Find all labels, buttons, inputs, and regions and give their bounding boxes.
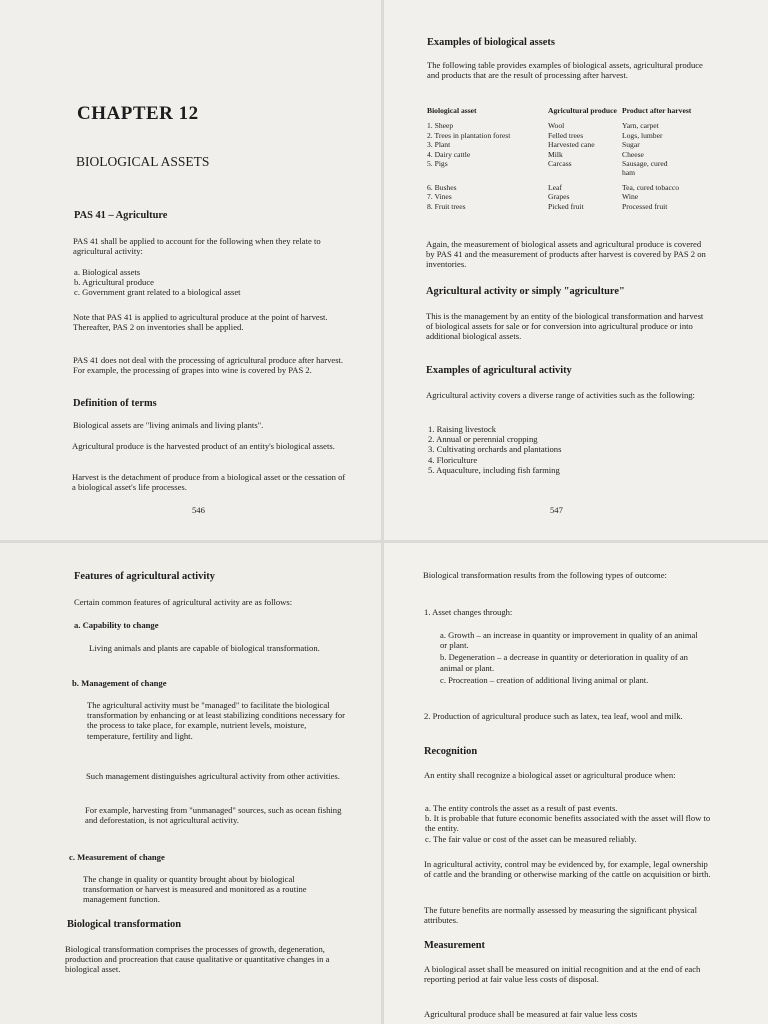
table-cell: Wine (622, 192, 639, 202)
future-benefits-paragraph: The future benefits are normally assessed by measuring the significant physical attributes. (424, 905, 698, 926)
table-row (427, 131, 717, 140)
table-cell: Harvested cane (548, 140, 595, 150)
table-cell: 8. Fruit trees (427, 201, 466, 211)
table-row (427, 192, 717, 201)
activity-heading: Agricultural activity or simply "agriculture" (426, 286, 625, 297)
scope-list (74, 267, 349, 298)
recognition-heading: Recognition (424, 746, 478, 757)
table-row (427, 183, 717, 192)
management-paragraph-2: Such management distinguishes agricultural activity from other activities. (86, 771, 340, 781)
activity-item: 1. Raising livestock (428, 424, 497, 434)
chapter-title: CHAPTER 12 (77, 103, 199, 124)
examples-activity-heading: Examples of agricultural activity (426, 365, 572, 376)
def-biological-assets: Biological assets are "living animals and living plants". (73, 420, 264, 430)
outcome-item-2: 2. Production of agricultural produce such as latex, tea leaf, wool and milk. (424, 711, 683, 721)
table-header-row (427, 106, 717, 115)
outcome-sub-item: a. Growth – an increase in quantity or improvement in quality of an animal or plant. (440, 630, 698, 651)
table-cell: Wool (548, 121, 565, 131)
management-paragraph-3: For example, harvesting from "unmanaged" sources, such as ocean fishing and deforestation, is not agricultural activity. (85, 805, 342, 826)
activity-paragraph: This is the management by an entity of the biological transformation and harvest of biological assets for sale or for conversion into agricultural produce or into additional biological assets. (426, 311, 704, 342)
table-cell: Logs, lumber (622, 130, 663, 140)
table-cell: Sugar (622, 140, 640, 150)
outcome-sub-list (440, 630, 706, 685)
table-cell: 2. Trees in plantation forest (427, 130, 511, 140)
produce-measurement-paragraph: Agricultural produce shall be measured at fair value less costs (424, 1009, 638, 1019)
chapter-subtitle: BIOLOGICAL ASSETS (76, 154, 210, 169)
measurement-heading: Measurement (424, 940, 485, 951)
page-549 (384, 543, 768, 1024)
scope-item: c. Government grant related to a biological asset (74, 287, 241, 298)
activity-item: 5. Aquaculture, including fish farming (428, 464, 560, 475)
page-548 (0, 543, 381, 1024)
biological-transformation-paragraph: Biological transformation comprises the processes of growth, degeneration, production and procreation that cause qualitative or quantitative changes in a biological asset. (65, 944, 330, 975)
table-row (427, 159, 717, 178)
management-paragraph-1: The agricultural activity must be "managed" to facilitate the biological transformation by enhancing or at least stabilizing conditions necessary for the process to take place, for example, nutrient levels, moisture, temperature, fertility and light. (87, 700, 345, 741)
activity-item: 4. Floriculture (428, 454, 478, 465)
features-heading: Features of agricultural activity (74, 571, 215, 582)
def-agricultural-produce: Agricultural produce is the harvested product of an entity's biological assets. (72, 441, 335, 451)
column-header: Biological asset (427, 106, 477, 115)
table-cell: Carcass (548, 159, 572, 169)
page-number: 546 (192, 505, 205, 515)
table-cell: 7. Vines (427, 192, 452, 202)
measurement-paragraph: A biological asset shall be measured on initial recognition and at the end of each reporting period at fair value less costs of disposal. (424, 964, 701, 985)
table-cell: 5. Pigs (427, 159, 448, 169)
capability-paragraph: Living animals and plants are capable of biological transformation. (89, 643, 320, 653)
recognition-item: b. It is probable that future economic benefits associated with the asset will flow to the entity. (425, 813, 711, 834)
capability-heading: a. Capability to change (74, 620, 159, 630)
table-cell: Picked fruit (548, 201, 584, 211)
page-547 (384, 0, 768, 540)
table-cell: Tea, cured tobacco (622, 182, 680, 192)
measurement-change-paragraph: The change in quality or quantity brought about by biological transformation or harvest is measured and monitored as a routine management function. (83, 874, 307, 905)
measurement-change-heading: c. Measurement of change (69, 852, 165, 862)
again-paragraph: Again, the measurement of biological assets and agricultural produce is covered by PAS 41 and the measurement of products after harvest is covered by PAS 2 on inventories. (426, 239, 706, 270)
recognition-item: a. The entity controls the asset as a result of past events. (425, 803, 618, 813)
column-header: Agricultural produce (548, 106, 617, 115)
page-number: 547 (550, 505, 563, 515)
table-cell: Grapes (548, 192, 570, 202)
table-cell: Leaf (548, 182, 562, 192)
features-intro: Certain common features of agricultural activity are as follows: (74, 597, 293, 607)
table-cell: 4. Dairy cattle (427, 149, 471, 159)
note-paragraph: Note that PAS 41 is applied to agricultural produce at the point of harvest. Thereafter, PAS 2 on inventories shall be applied. (73, 312, 328, 333)
scope-item: a. Biological assets (74, 267, 141, 277)
outcome-sub-item: b. Degeneration – a decrease in quantity or deterioration in quality of an animal or plant. (440, 652, 688, 673)
biological-transformation-heading: Biological transformation (67, 919, 181, 930)
recognition-list (425, 803, 715, 844)
table-row (427, 121, 717, 130)
table-cell: Sausage, cured ham (622, 159, 668, 178)
outcome-item-1: 1. Asset changes through: (424, 607, 513, 617)
table-cell: 6. Bushes (427, 182, 457, 192)
table-row (427, 150, 717, 159)
activity-list (428, 424, 713, 475)
table-cell: 1. Sheep (427, 121, 454, 131)
recognition-item: c. The fair value or cost of the asset can be measured reliably. (425, 833, 637, 844)
scope-item: b. Agricultural produce (74, 277, 154, 288)
outcome-sub-item: c. Procreation – creation of additional living animal or plant. (440, 674, 649, 685)
definition-heading: Definition of terms (73, 398, 157, 409)
activity-item: 2. Annual or perennial cropping (428, 434, 538, 445)
table-cell: Yarn, carpet (622, 121, 659, 131)
column-header: Product after harvest (622, 106, 692, 115)
table-row (427, 140, 717, 149)
examples-intro: The following table provides examples of biological assets, agricultural produce and products that are the result of processing after harvest. (427, 60, 703, 81)
table-cell: Processed fruit (622, 201, 668, 211)
pas41-intro: PAS 41 shall be applied to account for the following when they relate to agricultural activity: (73, 236, 321, 257)
table-cell: Cheese (622, 149, 644, 159)
processing-paragraph: PAS 41 does not deal with the processing of agricultural produce after harvest. For example, the processing of grapes into wine is covered by PAS 2. (73, 355, 344, 376)
examples-table (427, 106, 717, 211)
examples-heading: Examples of biological assets (427, 37, 555, 48)
pas41-heading: PAS 41 – Agriculture (74, 210, 168, 221)
outcome-intro: Biological transformation results from the following types of outcome: (423, 570, 667, 580)
def-harvest: Harvest is the detachment of produce from a biological asset or the cessation of a biological asset's life processes. (72, 472, 346, 493)
table-cell: Milk (548, 149, 563, 159)
table-cell: Felled trees (548, 130, 584, 140)
page-546 (0, 0, 381, 540)
table-row (427, 202, 717, 211)
table-cell: 3. Plant (427, 140, 451, 150)
activity-item: 3. Cultivating orchards and plantations (428, 444, 562, 455)
recognition-intro: An entity shall recognize a biological asset or agricultural produce when: (424, 770, 676, 780)
management-heading: b. Management of change (72, 678, 167, 688)
examples-activity-intro: Agricultural activity covers a diverse range of activities such as the following: (426, 390, 695, 400)
control-paragraph: In agricultural activity, control may be evidenced by, for example, legal ownership of cattle and the branding or otherwise marking of the cattle on acquisition or birth. (424, 859, 711, 880)
